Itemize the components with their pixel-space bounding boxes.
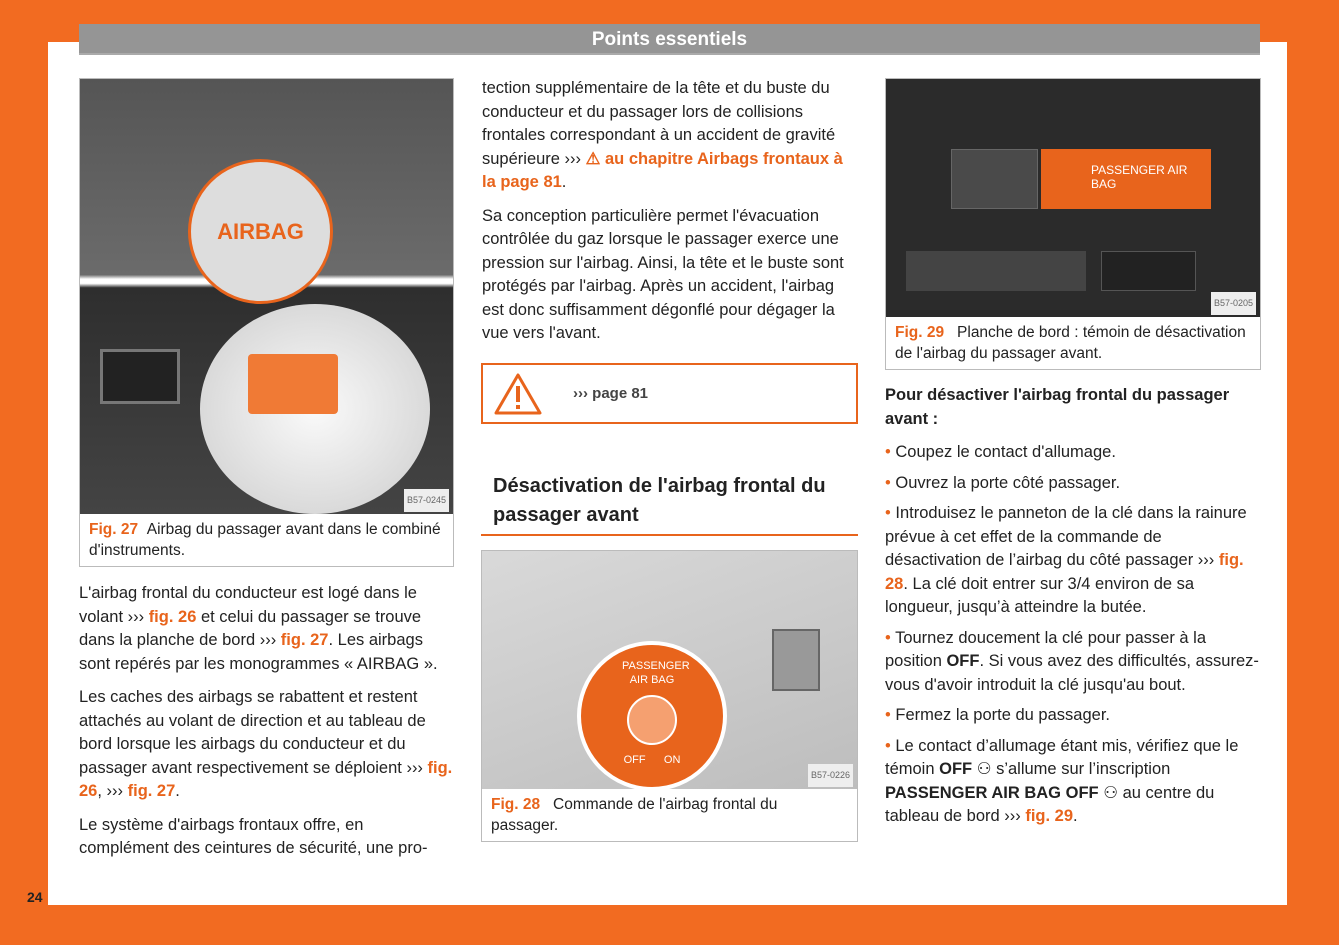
paragraph: Sa conception particulière permet l'évacuation contrôlée du gaz lorsque le passager exerce une pression sur l'airbag. Ainsi, la tête et le buste sont protégés par l'airbag. Après un accident, l'airbag est donc suffisamment dégonflé pour dégager la vue vers l'avant. bbox=[482, 206, 844, 342]
instruction-list bbox=[885, 441, 1261, 829]
instructions-intro: Pour désactiver l'airbag frontal du passager avant : bbox=[885, 386, 1230, 428]
paragraph: L'airbag frontal du conducteur est logé dans le volant ››› fig. 26 et celui du passager se trouve dans la planche de bord ››› fig. 27. Les airbags sont repérés par les monogrammes « AIRBAG ». bbox=[79, 584, 438, 673]
switch-location bbox=[772, 629, 820, 691]
list-item: • Coupez le contact d'allumage. bbox=[885, 441, 1261, 465]
fig28-link[interactable]: fig. 28 bbox=[885, 551, 1244, 593]
list-item: • Fermez la porte du passager. bbox=[885, 704, 1261, 728]
airbag-switch-image: PASSENGER AIR BAG OFF ON B57-0226 bbox=[482, 551, 857, 789]
paragraph: tection supplémentaire de la tête et du buste du conducteur et du passager lors de collisions frontales correspondant à un accident de gravité supérieure ››› ⚠ au chapitre Airbags frontaux à la page 81. bbox=[482, 79, 843, 191]
figure-28: PASSENGER AIR BAG OFF ON B57-0226 Fig. 28 Commande de l'airbag frontal du passager. bbox=[481, 550, 858, 842]
fig27-link[interactable]: fig. 27 bbox=[127, 782, 176, 800]
section-heading: Désactivation de l'airbag frontal du passager avant bbox=[481, 472, 858, 536]
airbag-cover bbox=[248, 354, 338, 414]
fig27-link[interactable]: fig. 27 bbox=[280, 631, 329, 649]
dashboard-indicator-image: PASSENGER AIR BAG B57-0205 bbox=[886, 79, 1260, 317]
paragraph: Les caches des airbags se rabattent et restent attachés au volant de direction et au tableau de bord lorsque les airbags du conducteur et du passager avant respectivement se déploient ››› fig. 26, ››› fig. 27. bbox=[79, 688, 453, 800]
airbag-off-icon: ⚇ bbox=[1103, 783, 1118, 802]
airbag-off-icon: ⚇ bbox=[976, 760, 992, 778]
warning-box bbox=[481, 363, 858, 424]
airbag-chapter-link[interactable]: ⚠ au chapitre Airbags frontaux à la page 81 bbox=[482, 149, 843, 191]
page-number: 24 bbox=[27, 889, 43, 905]
list-item: • Introduisez le panneton de la clé dans la rainure prévue à cet effet de la commande de désactivation de l’airbag du côté passager ››› fig. 28. La clé doit entrer sur 3/4 environ de sa longueur, jusqu’à atteindre la butée. bbox=[885, 502, 1261, 620]
warning-page-link[interactable]: ››› page 81 bbox=[573, 385, 649, 402]
infotainment-screen bbox=[100, 349, 180, 404]
fig26-link[interactable]: fig. 26 bbox=[79, 758, 453, 800]
fig29-link[interactable]: fig. 29 bbox=[1025, 807, 1074, 825]
paragraph: Le système d'airbags frontaux offre, en complément des ceintures de sécurité, une pro- bbox=[79, 815, 428, 857]
airbag-dashboard-image: AIRBAG B57-0245 bbox=[80, 79, 453, 514]
list-item: • Ouvrez la porte côté passager. bbox=[885, 472, 1261, 496]
page-header: Points essentiels bbox=[79, 24, 1260, 55]
figure-29: PASSENGER AIR BAG B57-0205 Fig. 29 Planche de bord : témoin de désactivation de l'airbag du passager avant. bbox=[885, 78, 1261, 370]
list-item: • Tournez doucement la clé pour passer à la position OFF. Si vous avez des difficultés, assurez-vous d'avoir introduit la clé jusqu'au bout. bbox=[885, 627, 1261, 698]
figure-27: AIRBAG B57-0245 Fig. 27 Airbag du passager avant dans le combiné d'instruments. bbox=[79, 78, 454, 567]
key-slot-icon bbox=[627, 695, 677, 745]
list-item: • Le contact d’allumage étant mis, vérifiez que le témoin OFF ⚇ s’allume sur l’inscription PASSENGER AIR BAG OFF ⚇ au centre du tableau de bord ››› fig. 29. bbox=[885, 735, 1261, 829]
fig26-link[interactable]: fig. 26 bbox=[148, 607, 197, 626]
warning-icon bbox=[493, 372, 543, 416]
passenger-airbag-off-indicator: PASSENGER AIR BAG bbox=[1041, 149, 1211, 209]
